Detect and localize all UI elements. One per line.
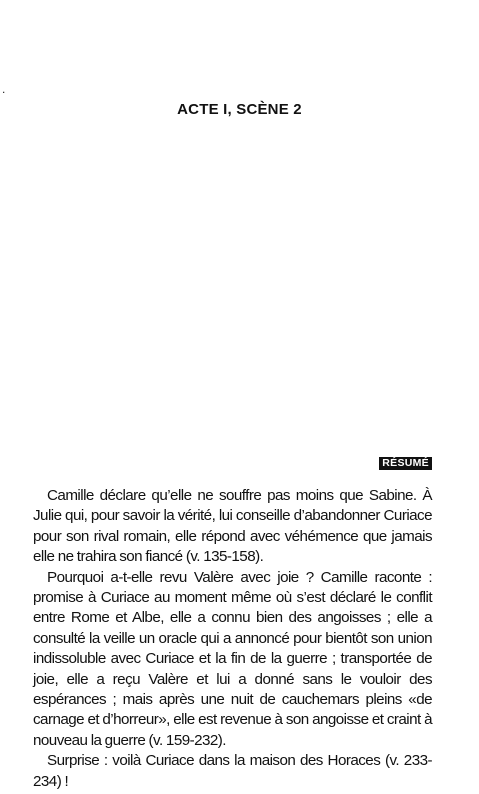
summary-paragraph-3: Surprise : voilà Curiace dans la maison des Horaces (v. 233-234) ! — [33, 752, 432, 790]
summary-badge: RÉSUMÉ — [379, 457, 432, 470]
summary-paragraph-1: Camille déclare qu’elle ne souffre pas moins que Sabine. À Julie qui, pour savoir la vérité, lui conseille d’abandonner Curiace pour son rival romain, elle répond avec véhémence que jamais elle ne trahira son fiancé (v. 135-158). — [33, 487, 432, 566]
margin-mark: . — [2, 82, 6, 96]
summary-text — [33, 486, 432, 792]
summary-paragraph-2: Pourquoi a-t-elle revu Valère avec joie ? Camille raconte : promise à Curiace au moment même où s’est déclaré le conflit entre Rome et Albe, elle a connu bien des angoisses ; elle a consulté la veille un oracle qui a annoncé pour bientôt son union indissoluble avec Curiace et la fin de la guerre ; transportée de joie, elle a reçu Valère et lui a donné sans le vouloir des espérances ; mais après une nuit de cauchemars pleins «de carnage et d’horreur», elle est revenue à son angoisse et craint à nouveau la guerre (v. 159-232). — [33, 568, 432, 749]
page-title: ACTE I, SCÈNE 2 — [177, 101, 302, 118]
